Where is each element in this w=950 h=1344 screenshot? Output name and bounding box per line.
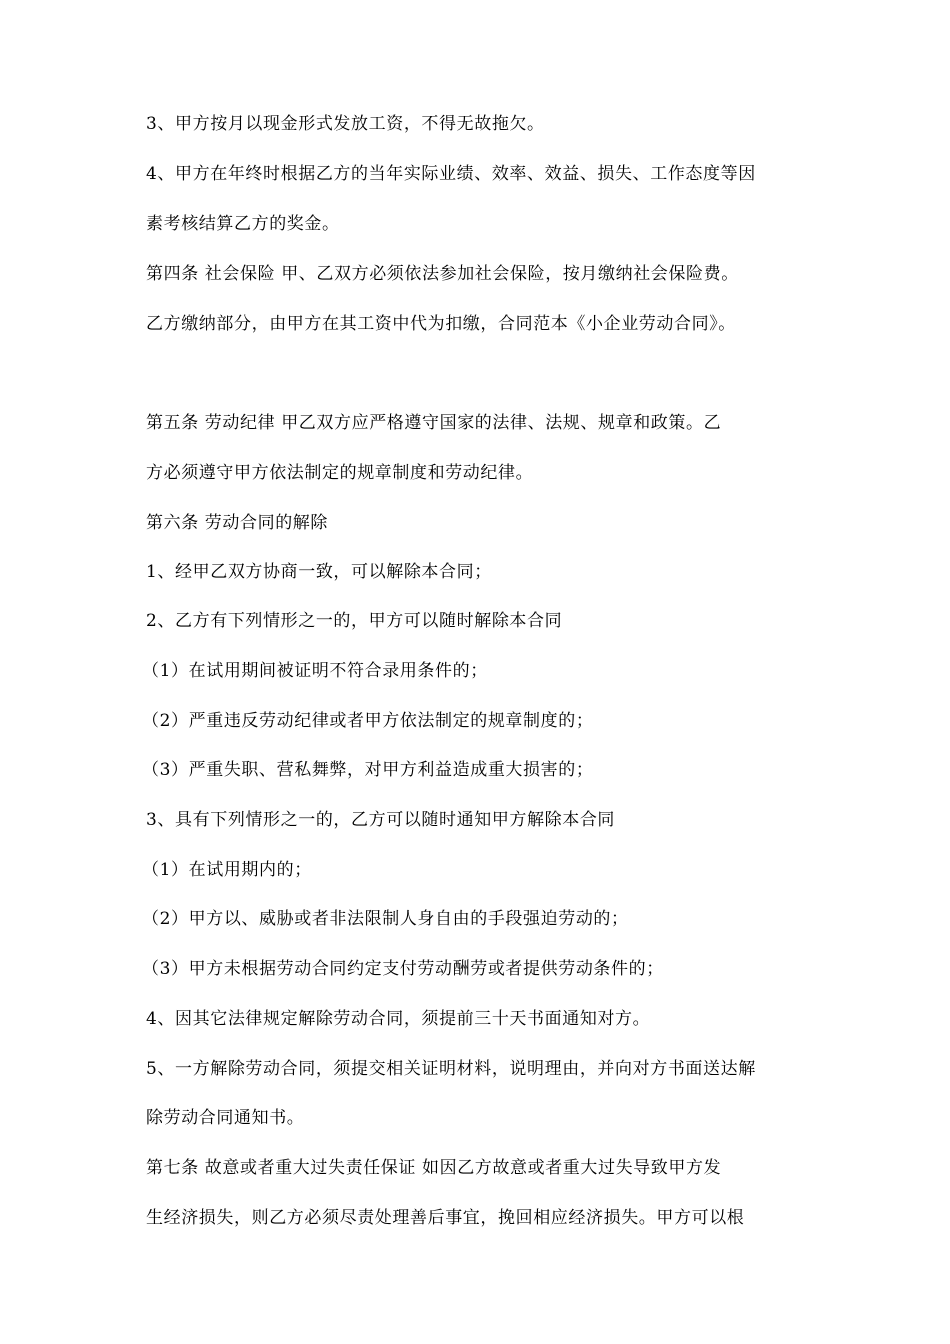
text-line: （1）在试用期间被证明不符合录用条件的； [142, 661, 488, 681]
text-line: （1）在试用期内的； [142, 860, 312, 880]
text-line: 2、乙方有下列情形之一的，甲方可以随时解除本合同 [146, 611, 563, 631]
text-line: （3）甲方未根据劳动合同约定支付劳动酬劳或者提供劳动条件的； [142, 959, 664, 979]
text-line: 3、甲方按月以现金形式发放工资，不得无故拖欠。 [146, 114, 545, 134]
text-line: （3）严重失职、营私舞弊，对甲方利益造成重大损害的； [142, 760, 594, 780]
text-line: （2）严重违反劳动纪律或者甲方依法制定的规章制度的； [142, 711, 594, 731]
section-heading: 第六条 劳动合同的解除 [146, 513, 329, 533]
text-line: 第七条 故意或者重大过失责任保证 如因乙方故意或者重大过失导致甲方发 [146, 1158, 722, 1178]
text-line: 第四条 社会保险 甲、乙双方必须依法参加社会保险，按月缴纳社会保险费。 [146, 264, 739, 284]
text-line: 除劳动合同通知书。 [146, 1108, 305, 1128]
text-line: 5、一方解除劳动合同，须提交相关证明材料，说明理由，并向对方书面送达解 [146, 1059, 756, 1079]
text-line: 方必须遵守甲方依法制定的规章制度和劳动纪律。 [146, 463, 534, 483]
text-line: 4、甲方在年终时根据乙方的当年实际业绩、效率、效益、损失、工作态度等因 [146, 164, 756, 184]
text-line: 1、经甲乙双方协商一致，可以解除本合同； [146, 562, 492, 582]
text-line: 4、因其它法律规定解除劳动合同，须提前三十天书面通知对方。 [146, 1009, 651, 1029]
text-line: 素考核结算乙方的奖金。 [146, 214, 340, 234]
text-line: 3、具有下列情形之一的，乙方可以随时通知甲方解除本合同 [146, 810, 616, 830]
text-line: 第五条 劳动纪律 甲乙双方应严格遵守国家的法律、法规、规章和政策。乙 [146, 413, 722, 433]
text-line: 生经济损失，则乙方必须尽责处理善后事宜，挽回相应经济损失。甲方可以根 [146, 1208, 745, 1228]
text-line: 乙方缴纳部分，由甲方在其工资中代为扣缴，合同范本《小企业劳动合同》。 [146, 314, 736, 334]
text-line: （2）甲方以、威胁或者非法限制人身自由的手段强迫劳动的； [142, 909, 629, 929]
